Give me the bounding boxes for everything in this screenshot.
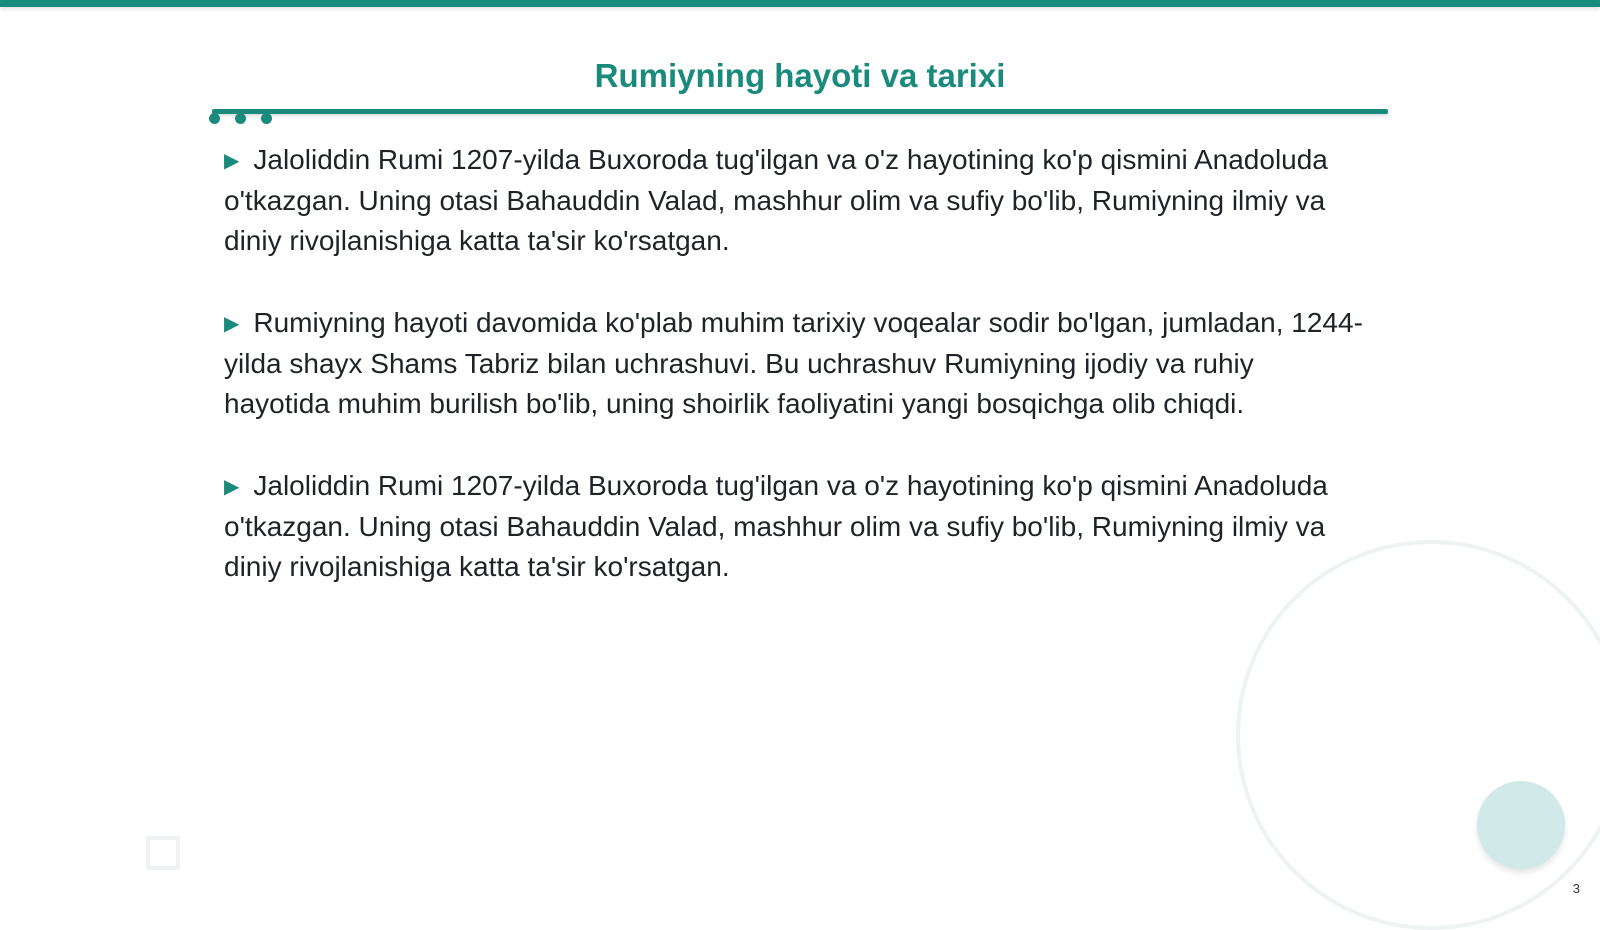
decor-dot: [261, 113, 272, 124]
decor-dot: [209, 113, 220, 124]
page-number: 3: [1572, 881, 1580, 896]
bullet-text: Jaloliddin Rumi 1207-yilda Buxoroda tug'ilgan va o'z hayotining ko'p qismini Anadoluda o'tkazgan. Uning otasi Bahauddin Valad, mashhur olim va sufiy bo'lib, Rumiyning ilmiy va diniy rivojlanishiga katta ta'sir ko'rsatgan.: [224, 144, 1328, 256]
slide-title: Rumiyning hayoti va tarixi: [594, 57, 1006, 94]
triangle-right-icon: ▶: [224, 476, 240, 498]
decorative-disc: [1477, 781, 1565, 869]
bullet-list: [224, 140, 1364, 629]
bullet-item: [224, 140, 1364, 261]
bullet-text: Rumiyning hayoti davomida ko'plab muhim tarixiy voqealar sodir bo'lgan, jumladan, 1244-yilda shayx Shams Tabriz bilan uchrashuvi. Bu uchrashuv Rumiyning ijodiy va ruhiy hayotida muhim burilish bo'lib, uning shoirlik faoliyatini yangi bosqichga olib chiqdi.: [224, 307, 1363, 419]
triangle-right-icon: ▶: [224, 150, 240, 172]
top-accent-bar: [0, 0, 1600, 7]
bullet-item: [224, 303, 1364, 424]
decorative-ring: [1236, 540, 1600, 930]
title-underline: [212, 109, 1388, 114]
bullet-text: Jaloliddin Rumi 1207-yilda Buxoroda tug'ilgan va o'z hayotining ko'p qismini Anadoluda o'tkazgan. Uning otasi Bahauddin Valad, mashhur olim va sufiy bo'lib, Rumiyning ilmiy va diniy rivojlanishiga katta ta'sir ko'rsatgan.: [224, 470, 1328, 582]
decor-dot: [235, 113, 246, 124]
triangle-right-icon: ▶: [224, 313, 240, 335]
bullet-item: [224, 466, 1364, 587]
decorative-square: [146, 836, 180, 870]
